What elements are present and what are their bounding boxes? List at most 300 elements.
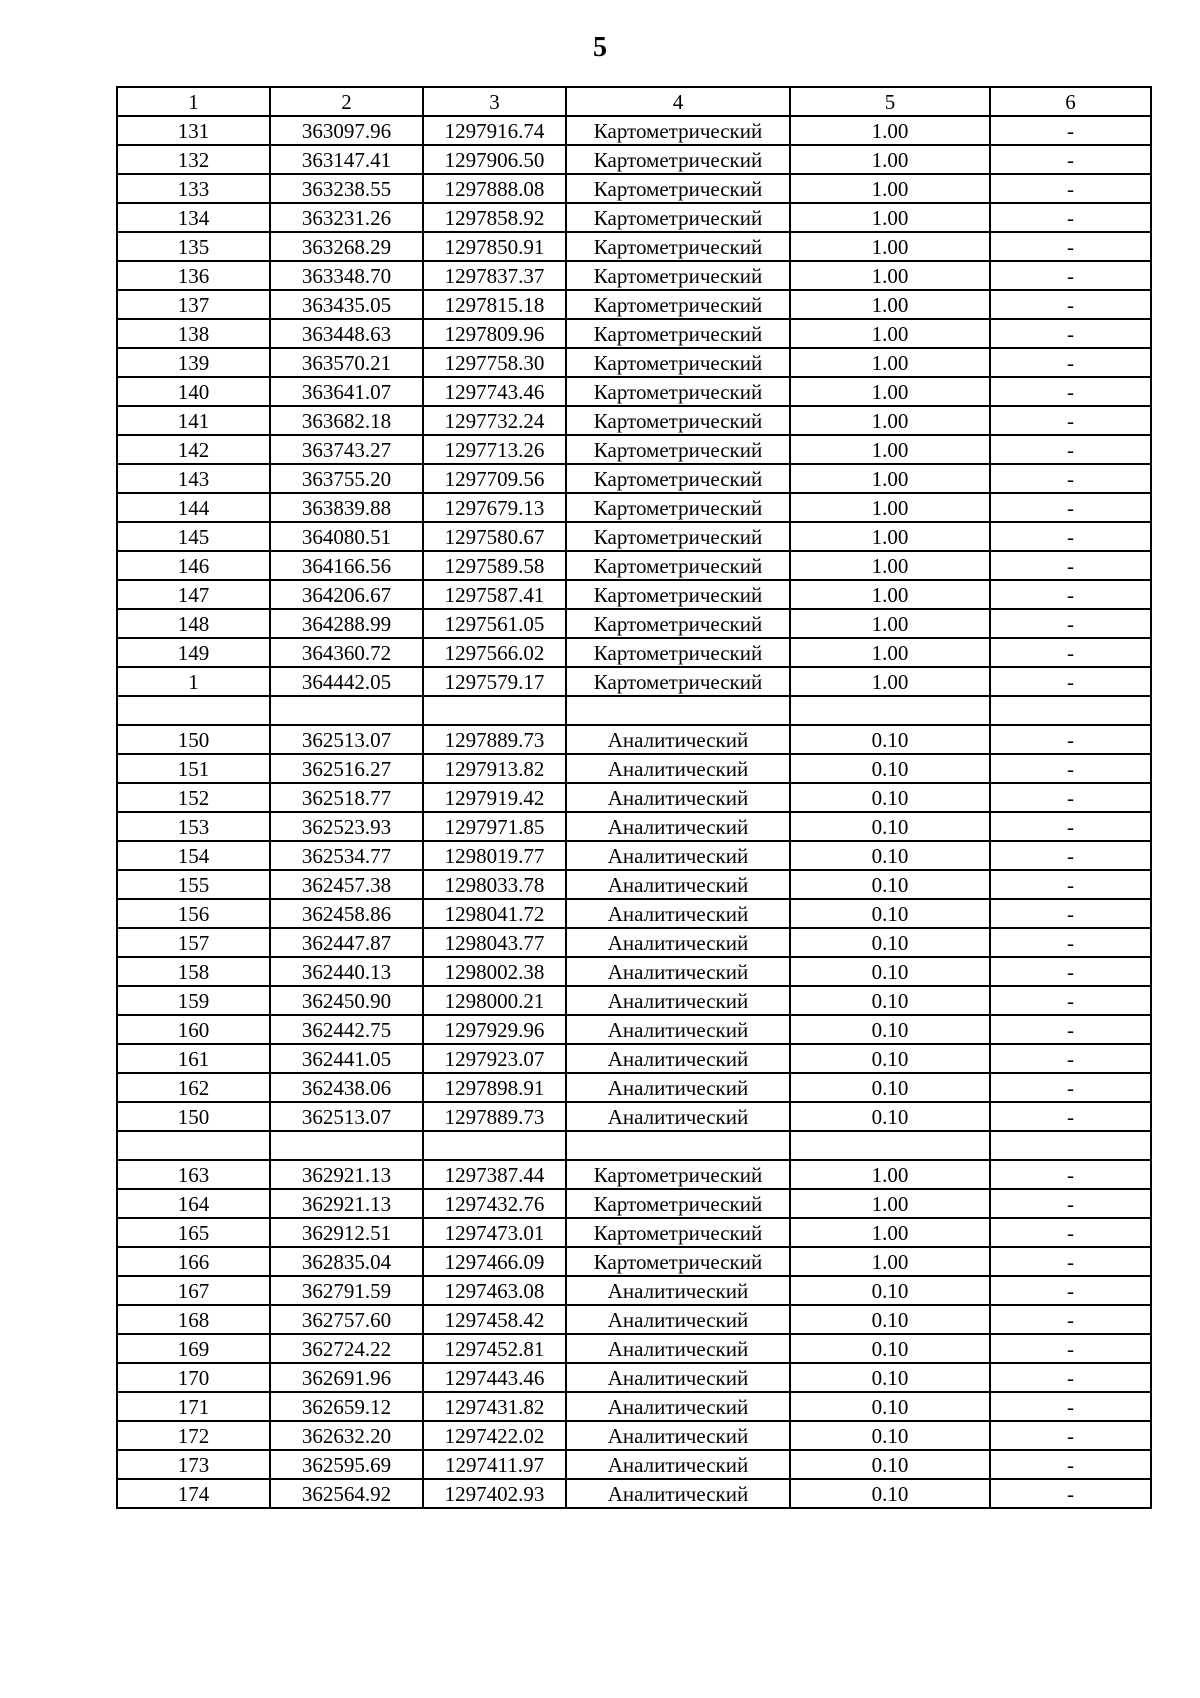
x-coordinate-cell: 362564.92	[270, 1479, 423, 1508]
y-coordinate-cell: 1297858.92	[423, 203, 566, 232]
method-cell: Аналитический	[566, 899, 790, 928]
accuracy-cell: 1.00	[790, 1247, 990, 1276]
y-coordinate-cell: 1297850.91	[423, 232, 566, 261]
description-cell: -	[990, 203, 1151, 232]
x-coordinate-cell: 362513.07	[270, 1102, 423, 1131]
description-cell: -	[990, 899, 1151, 928]
point-number-cell: 141	[117, 406, 270, 435]
point-number-cell: 168	[117, 1305, 270, 1334]
x-coordinate-cell: 362438.06	[270, 1073, 423, 1102]
description-cell: -	[990, 348, 1151, 377]
accuracy-cell: 0.10	[790, 783, 990, 812]
method-cell: Картометрический	[566, 580, 790, 609]
x-coordinate-cell: 362632.20	[270, 1421, 423, 1450]
y-coordinate-cell: 1297458.42	[423, 1305, 566, 1334]
table-row	[117, 899, 1151, 928]
description-cell: -	[990, 957, 1151, 986]
y-coordinate-cell: 1297566.02	[423, 638, 566, 667]
y-coordinate-cell: 1297889.73	[423, 725, 566, 754]
y-coordinate-cell: 1297387.44	[423, 1160, 566, 1189]
x-coordinate-cell: 362440.13	[270, 957, 423, 986]
x-coordinate-cell: 364360.72	[270, 638, 423, 667]
accuracy-cell: 0.10	[790, 1450, 990, 1479]
accuracy-cell: 0.10	[790, 1276, 990, 1305]
description-cell: -	[990, 261, 1151, 290]
accuracy-cell: 0.10	[790, 870, 990, 899]
table-row	[117, 464, 1151, 493]
y-coordinate-cell: 1297587.41	[423, 580, 566, 609]
x-coordinate-cell: 362912.51	[270, 1218, 423, 1247]
header-cell: 4	[566, 87, 790, 116]
point-number-cell: 136	[117, 261, 270, 290]
accuracy-cell: 0.10	[790, 754, 990, 783]
table-row	[117, 290, 1151, 319]
point-number-cell: 171	[117, 1392, 270, 1421]
accuracy-cell: 1.00	[790, 290, 990, 319]
y-coordinate-cell: 1298019.77	[423, 841, 566, 870]
y-coordinate-cell: 1298000.21	[423, 986, 566, 1015]
table-row	[117, 696, 1151, 725]
method-cell: Аналитический	[566, 1044, 790, 1073]
accuracy-cell: 1.00	[790, 638, 990, 667]
x-coordinate-cell: 362450.90	[270, 986, 423, 1015]
point-number-cell: 142	[117, 435, 270, 464]
method-cell: Аналитический	[566, 986, 790, 1015]
accuracy-cell: 1.00	[790, 377, 990, 406]
accuracy-cell: 1.00	[790, 406, 990, 435]
y-coordinate-cell: 1297888.08	[423, 174, 566, 203]
y-coordinate-cell: 1297709.56	[423, 464, 566, 493]
x-coordinate-cell: 363231.26	[270, 203, 423, 232]
method-cell: Картометрический	[566, 406, 790, 435]
description-cell: -	[990, 290, 1151, 319]
table-row	[117, 377, 1151, 406]
x-coordinate-cell: 362791.59	[270, 1276, 423, 1305]
description-cell: -	[990, 116, 1151, 145]
point-number-cell	[117, 696, 270, 725]
method-cell: Аналитический	[566, 1450, 790, 1479]
y-coordinate-cell: 1297473.01	[423, 1218, 566, 1247]
accuracy-cell: 0.10	[790, 1044, 990, 1073]
point-number-cell: 159	[117, 986, 270, 1015]
method-cell: Аналитический	[566, 1421, 790, 1450]
accuracy-cell: 1.00	[790, 1189, 990, 1218]
point-number-cell: 148	[117, 609, 270, 638]
accuracy-cell: 1.00	[790, 522, 990, 551]
table-row	[117, 812, 1151, 841]
method-cell: Картометрический	[566, 203, 790, 232]
description-cell: -	[990, 1334, 1151, 1363]
y-coordinate-cell: 1297916.74	[423, 116, 566, 145]
table-row	[117, 551, 1151, 580]
y-coordinate-cell: 1297889.73	[423, 1102, 566, 1131]
accuracy-cell: 0.10	[790, 1334, 990, 1363]
y-coordinate-cell: 1297906.50	[423, 145, 566, 174]
y-coordinate-cell: 1297443.46	[423, 1363, 566, 1392]
table-row	[117, 1218, 1151, 1247]
description-cell: -	[990, 522, 1151, 551]
table-row	[117, 145, 1151, 174]
accuracy-cell: 0.10	[790, 899, 990, 928]
method-cell: Картометрический	[566, 1247, 790, 1276]
description-cell: -	[990, 1073, 1151, 1102]
point-number-cell: 1	[117, 667, 270, 696]
method-cell: Аналитический	[566, 1073, 790, 1102]
point-number-cell: 153	[117, 812, 270, 841]
x-coordinate-cell: 362441.05	[270, 1044, 423, 1073]
accuracy-cell	[790, 1131, 990, 1160]
accuracy-cell: 1.00	[790, 580, 990, 609]
description-cell: -	[990, 986, 1151, 1015]
table-row	[117, 1102, 1151, 1131]
accuracy-cell: 1.00	[790, 116, 990, 145]
table-row	[117, 725, 1151, 754]
x-coordinate-cell: 363570.21	[270, 348, 423, 377]
accuracy-cell: 1.00	[790, 203, 990, 232]
table-row	[117, 435, 1151, 464]
header-cell: 5	[790, 87, 990, 116]
point-number-cell: 149	[117, 638, 270, 667]
description-cell: -	[990, 1276, 1151, 1305]
table-row	[117, 1276, 1151, 1305]
accuracy-cell	[790, 696, 990, 725]
accuracy-cell: 1.00	[790, 174, 990, 203]
description-cell: -	[990, 377, 1151, 406]
table-row	[117, 1392, 1151, 1421]
y-coordinate-cell: 1297432.76	[423, 1189, 566, 1218]
point-number-cell: 137	[117, 290, 270, 319]
y-coordinate-cell: 1297732.24	[423, 406, 566, 435]
x-coordinate-cell: 362442.75	[270, 1015, 423, 1044]
y-coordinate-cell: 1297919.42	[423, 783, 566, 812]
y-coordinate-cell: 1297431.82	[423, 1392, 566, 1421]
accuracy-cell: 1.00	[790, 145, 990, 174]
point-number-cell: 135	[117, 232, 270, 261]
description-cell: -	[990, 145, 1151, 174]
method-cell: Картометрический	[566, 261, 790, 290]
method-cell: Аналитический	[566, 957, 790, 986]
point-number-cell: 134	[117, 203, 270, 232]
x-coordinate-cell: 363238.55	[270, 174, 423, 203]
x-coordinate-cell: 364206.67	[270, 580, 423, 609]
accuracy-cell: 0.10	[790, 1479, 990, 1508]
description-cell: -	[990, 319, 1151, 348]
point-number-cell: 166	[117, 1247, 270, 1276]
method-cell: Аналитический	[566, 1363, 790, 1392]
x-coordinate-cell: 362835.04	[270, 1247, 423, 1276]
table-row	[117, 1247, 1151, 1276]
accuracy-cell: 0.10	[790, 1392, 990, 1421]
table-row	[117, 754, 1151, 783]
accuracy-cell: 0.10	[790, 1305, 990, 1334]
description-cell: -	[990, 754, 1151, 783]
point-number-cell: 156	[117, 899, 270, 928]
description-cell: -	[990, 1421, 1151, 1450]
point-number-cell: 169	[117, 1334, 270, 1363]
accuracy-cell: 1.00	[790, 232, 990, 261]
description-cell: -	[990, 1305, 1151, 1334]
description-cell: -	[990, 1044, 1151, 1073]
y-coordinate-cell: 1297929.96	[423, 1015, 566, 1044]
method-cell: Аналитический	[566, 812, 790, 841]
method-cell: Картометрический	[566, 1218, 790, 1247]
y-coordinate-cell: 1298002.38	[423, 957, 566, 986]
accuracy-cell: 0.10	[790, 1015, 990, 1044]
point-number-cell: 143	[117, 464, 270, 493]
point-number-cell: 145	[117, 522, 270, 551]
method-cell: Картометрический	[566, 551, 790, 580]
table-row	[117, 1160, 1151, 1189]
accuracy-cell: 0.10	[790, 986, 990, 1015]
point-number-cell: 132	[117, 145, 270, 174]
accuracy-cell: 1.00	[790, 261, 990, 290]
method-cell: Картометрический	[566, 116, 790, 145]
y-coordinate-cell: 1297411.97	[423, 1450, 566, 1479]
method-cell: Картометрический	[566, 348, 790, 377]
method-cell: Аналитический	[566, 1392, 790, 1421]
point-number-cell: 146	[117, 551, 270, 580]
description-cell	[990, 1131, 1151, 1160]
x-coordinate-cell: 363268.29	[270, 232, 423, 261]
table-row	[117, 261, 1151, 290]
accuracy-cell: 0.10	[790, 1363, 990, 1392]
description-cell: -	[990, 435, 1151, 464]
x-coordinate-cell: 363435.05	[270, 290, 423, 319]
x-coordinate-cell: 362534.77	[270, 841, 423, 870]
accuracy-cell: 0.10	[790, 725, 990, 754]
method-cell: Аналитический	[566, 1479, 790, 1508]
point-number-cell: 140	[117, 377, 270, 406]
description-cell: -	[990, 580, 1151, 609]
x-coordinate-cell: 363755.20	[270, 464, 423, 493]
method-cell: Картометрический	[566, 522, 790, 551]
y-coordinate-cell: 1297837.37	[423, 261, 566, 290]
y-coordinate-cell: 1297898.91	[423, 1073, 566, 1102]
x-coordinate-cell: 362513.07	[270, 725, 423, 754]
description-cell: -	[990, 609, 1151, 638]
method-cell: Картометрический	[566, 174, 790, 203]
y-coordinate-cell: 1297743.46	[423, 377, 566, 406]
y-coordinate-cell: 1297679.13	[423, 493, 566, 522]
y-coordinate-cell: 1298043.77	[423, 928, 566, 957]
y-coordinate-cell: 1297422.02	[423, 1421, 566, 1450]
x-coordinate-cell: 363147.41	[270, 145, 423, 174]
description-cell: -	[990, 1363, 1151, 1392]
table-row	[117, 1479, 1151, 1508]
description-cell: -	[990, 1479, 1151, 1508]
method-cell: Картометрический	[566, 464, 790, 493]
table-row	[117, 406, 1151, 435]
accuracy-cell: 1.00	[790, 551, 990, 580]
accuracy-cell: 1.00	[790, 609, 990, 638]
point-number-cell: 138	[117, 319, 270, 348]
description-cell: -	[990, 841, 1151, 870]
table-row	[117, 1073, 1151, 1102]
accuracy-cell: 1.00	[790, 1218, 990, 1247]
x-coordinate-cell: 363839.88	[270, 493, 423, 522]
description-cell: -	[990, 638, 1151, 667]
x-coordinate-cell: 363641.07	[270, 377, 423, 406]
method-cell: Аналитический	[566, 725, 790, 754]
point-number-cell: 139	[117, 348, 270, 377]
table-row	[117, 1044, 1151, 1073]
y-coordinate-cell: 1297589.58	[423, 551, 566, 580]
table-row	[117, 174, 1151, 203]
method-cell	[566, 1131, 790, 1160]
coordinates-table	[116, 86, 1152, 1509]
point-number-cell: 164	[117, 1189, 270, 1218]
accuracy-cell: 0.10	[790, 1102, 990, 1131]
accuracy-cell: 1.00	[790, 493, 990, 522]
y-coordinate-cell: 1297913.82	[423, 754, 566, 783]
y-coordinate-cell: 1297809.96	[423, 319, 566, 348]
table-row	[117, 1131, 1151, 1160]
x-coordinate-cell: 362595.69	[270, 1450, 423, 1479]
x-coordinate-cell: 364080.51	[270, 522, 423, 551]
table-row	[117, 1305, 1151, 1334]
table-row	[117, 319, 1151, 348]
x-coordinate-cell: 362516.27	[270, 754, 423, 783]
header-cell: 6	[990, 87, 1151, 116]
point-number-cell: 147	[117, 580, 270, 609]
description-cell: -	[990, 783, 1151, 812]
header-cell: 3	[423, 87, 566, 116]
method-cell: Аналитический	[566, 1334, 790, 1363]
y-coordinate-cell: 1297466.09	[423, 1247, 566, 1276]
point-number-cell: 163	[117, 1160, 270, 1189]
x-coordinate-cell: 362458.86	[270, 899, 423, 928]
y-coordinate-cell: 1297561.05	[423, 609, 566, 638]
point-number-cell: 150	[117, 725, 270, 754]
method-cell: Картометрический	[566, 609, 790, 638]
x-coordinate-cell: 362457.38	[270, 870, 423, 899]
y-coordinate-cell: 1297579.17	[423, 667, 566, 696]
x-coordinate-cell: 364166.56	[270, 551, 423, 580]
table-row	[117, 986, 1151, 1015]
x-coordinate-cell: 362691.96	[270, 1363, 423, 1392]
x-coordinate-cell: 362724.22	[270, 1334, 423, 1363]
x-coordinate-cell: 362921.13	[270, 1189, 423, 1218]
point-number-cell: 162	[117, 1073, 270, 1102]
method-cell: Аналитический	[566, 928, 790, 957]
method-cell: Картометрический	[566, 377, 790, 406]
point-number-cell: 173	[117, 1450, 270, 1479]
table-row	[117, 493, 1151, 522]
table-row	[117, 1015, 1151, 1044]
point-number-cell: 158	[117, 957, 270, 986]
y-coordinate-cell: 1297713.26	[423, 435, 566, 464]
point-number-cell: 152	[117, 783, 270, 812]
table-row	[117, 203, 1151, 232]
description-cell: -	[990, 493, 1151, 522]
method-cell: Аналитический	[566, 841, 790, 870]
y-coordinate-cell: 1297815.18	[423, 290, 566, 319]
description-cell: -	[990, 1247, 1151, 1276]
accuracy-cell: 0.10	[790, 928, 990, 957]
description-cell	[990, 696, 1151, 725]
y-coordinate-cell: 1297923.07	[423, 1044, 566, 1073]
method-cell	[566, 696, 790, 725]
description-cell: -	[990, 1102, 1151, 1131]
y-coordinate-cell: 1297758.30	[423, 348, 566, 377]
method-cell: Картометрический	[566, 319, 790, 348]
point-number-cell: 144	[117, 493, 270, 522]
point-number-cell: 155	[117, 870, 270, 899]
x-coordinate-cell: 362659.12	[270, 1392, 423, 1421]
y-coordinate-cell: 1297402.93	[423, 1479, 566, 1508]
method-cell: Аналитический	[566, 1276, 790, 1305]
point-number-cell: 165	[117, 1218, 270, 1247]
description-cell: -	[990, 928, 1151, 957]
accuracy-cell: 0.10	[790, 1421, 990, 1450]
table-header-row	[117, 87, 1151, 116]
accuracy-cell: 1.00	[790, 1160, 990, 1189]
table-row	[117, 928, 1151, 957]
y-coordinate-cell: 1297580.67	[423, 522, 566, 551]
description-cell: -	[990, 464, 1151, 493]
accuracy-cell: 0.10	[790, 841, 990, 870]
method-cell: Картометрический	[566, 1160, 790, 1189]
point-number-cell: 161	[117, 1044, 270, 1073]
table-row	[117, 638, 1151, 667]
method-cell: Картометрический	[566, 290, 790, 319]
x-coordinate-cell: 362757.60	[270, 1305, 423, 1334]
method-cell: Картометрический	[566, 145, 790, 174]
x-coordinate-cell: 363682.18	[270, 406, 423, 435]
method-cell: Картометрический	[566, 435, 790, 464]
table-row	[117, 1363, 1151, 1392]
y-coordinate-cell: 1297463.08	[423, 1276, 566, 1305]
description-cell: -	[990, 667, 1151, 696]
point-number-cell: 170	[117, 1363, 270, 1392]
table-row	[117, 957, 1151, 986]
point-number-cell: 154	[117, 841, 270, 870]
x-coordinate-cell: 364288.99	[270, 609, 423, 638]
x-coordinate-cell	[270, 1131, 423, 1160]
description-cell: -	[990, 1450, 1151, 1479]
x-coordinate-cell: 362921.13	[270, 1160, 423, 1189]
point-number-cell: 174	[117, 1479, 270, 1508]
y-coordinate-cell: 1298041.72	[423, 899, 566, 928]
point-number-cell	[117, 1131, 270, 1160]
description-cell: -	[990, 406, 1151, 435]
header-cell: 2	[270, 87, 423, 116]
description-cell: -	[990, 1015, 1151, 1044]
x-coordinate-cell: 363743.27	[270, 435, 423, 464]
method-cell: Аналитический	[566, 783, 790, 812]
accuracy-cell: 0.10	[790, 957, 990, 986]
point-number-cell: 150	[117, 1102, 270, 1131]
description-cell: -	[990, 174, 1151, 203]
table-row	[117, 580, 1151, 609]
description-cell: -	[990, 1392, 1151, 1421]
point-number-cell: 157	[117, 928, 270, 957]
x-coordinate-cell: 362447.87	[270, 928, 423, 957]
header-cell: 1	[117, 87, 270, 116]
point-number-cell: 151	[117, 754, 270, 783]
table-row	[117, 522, 1151, 551]
table-row	[117, 116, 1151, 145]
x-coordinate-cell: 362523.93	[270, 812, 423, 841]
description-cell: -	[990, 812, 1151, 841]
accuracy-cell: 1.00	[790, 319, 990, 348]
method-cell: Аналитический	[566, 870, 790, 899]
table-row	[117, 232, 1151, 261]
y-coordinate-cell: 1297971.85	[423, 812, 566, 841]
accuracy-cell: 1.00	[790, 667, 990, 696]
description-cell: -	[990, 870, 1151, 899]
method-cell: Аналитический	[566, 754, 790, 783]
